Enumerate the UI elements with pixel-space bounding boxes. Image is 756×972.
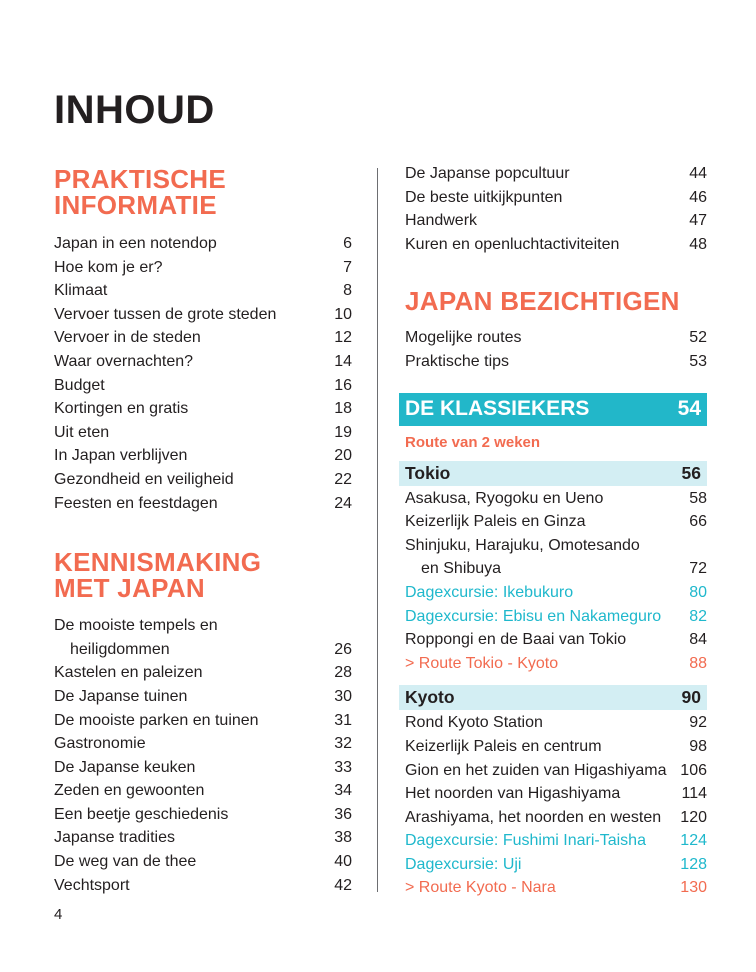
toc-entry-page: 58 [689,489,707,507]
toc-entry [399,487,707,511]
toc-entry [399,782,707,806]
toc-entry-page: 12 [334,329,352,347]
toc-entry [54,350,352,374]
toc-entry-label: De Japanse popcultuur [405,165,570,182]
toc-entry-page: 82 [689,607,707,625]
toc-entry [54,468,352,492]
section-heading-bezichtigen: JAPAN BEZICHTIGEN [405,286,680,317]
toc-entry-page: 36 [334,805,352,823]
toc-entry [399,652,707,676]
toc-entry-label: Praktische tips [405,352,510,370]
toc-entry-label: Vervoer tussen de grote steden [54,305,277,323]
toc-entry-page: 120 [680,808,707,826]
toc-entry [54,826,352,850]
toc-entry [54,732,352,756]
toc-entry [399,326,707,350]
toc-entry-page: 32 [334,735,352,753]
toc-entry-page: 52 [689,329,707,347]
toc-entry [54,303,352,327]
toc-list-bezichtigen [399,326,707,373]
toc-entry-label: Vechtsport [54,876,130,894]
page-title: INHOUD [54,88,215,132]
toc-entry-page: 24 [334,494,352,512]
toc-entry [399,581,707,605]
toc-entry-page: 22 [334,470,352,488]
toc-entry [54,709,352,733]
toc-entry [54,397,352,421]
toc-entry-label: De beste uitkijkpunten [405,188,563,206]
toc-left-column [54,166,352,897]
toc-list-kyoto [399,711,707,900]
toc-entry-label: Rond Kyoto Station [405,714,543,732]
toc-entry-page: 47 [689,212,707,230]
toc-entry [399,605,707,629]
toc-entry [399,853,707,877]
toc-entry-label: Asakusa, Ryogoku en Ueno [405,489,604,507]
city-bar-tokio [399,461,707,486]
toc-entry-label: In Japan verblijven [54,447,188,465]
toc-entry-label: Klimaat [54,282,108,300]
toc-entry-page: 40 [334,853,352,871]
toc-entry-page: 72 [689,560,707,578]
route-label: Route van 2 weken [405,433,541,451]
toc-entry [54,279,352,303]
toc-entry-page: 128 [680,855,707,873]
toc-entry-label: De mooiste tempels en [54,617,218,635]
page-number: 4 [54,906,63,923]
toc-entry [54,614,352,638]
toc-entry-page: 33 [334,758,352,776]
toc-entry-label: Dagexcursie: Uji [405,855,522,873]
heading-line: INFORMATIE [54,190,217,220]
toc-entry-page: 28 [334,664,352,682]
section-heading-praktische [54,166,352,218]
toc-entry-label: Japan in een notendop [54,235,217,252]
toc-entry-label: Dagexcursie: Fushimi Inari-Taisha [405,832,646,850]
toc-entry-label: Kortingen en gratis [54,400,189,418]
toc-entry-page: 38 [334,829,352,847]
toc-entry-label: De weg van de thee [54,853,197,871]
toc-entry-label: Roppongi en de Baai van Tokio [405,631,627,649]
toc-entry-page: 130 [680,879,707,897]
toc-entry-page: 34 [334,782,352,800]
toc-entry-label: Een beetje geschiedenis [54,805,229,823]
toc-entry [399,350,707,374]
toc-entry-label: Uit eten [54,423,110,441]
toc-entry [399,209,707,233]
toc-entry-page: 98 [689,737,707,755]
toc-entry-page: 16 [334,376,352,394]
toc-entry-label: heiligdommen [70,640,170,658]
toc-entry-page: 26 [334,640,352,658]
toc-entry-label: Keizerlijk Paleis en Ginza [405,513,586,531]
toc-entry-page: 46 [689,188,707,206]
toc-entry-label: Hoe kom je er? [54,258,163,276]
toc-entry-label: Feesten en feestdagen [54,494,218,512]
toc-entry-page: 124 [680,832,707,850]
toc-entry-page: 6 [343,235,352,252]
toc-entry-page: 7 [343,258,352,276]
toc-entry-page: 19 [334,423,352,441]
toc-entry [54,492,352,516]
toc-entry [54,374,352,398]
toc-entry-label: > Route Kyoto - Nara [405,879,556,897]
section-heading-kennismaking [54,547,352,604]
toc-entry [54,803,352,827]
toc-entry-label: Handwerk [405,212,478,230]
chapter-bar-klassiekers [399,393,707,426]
toc-list-continued [399,162,707,256]
toc-entry [399,233,707,257]
column-divider [377,168,378,892]
city-page: 90 [681,687,701,708]
toc-entry-label: Het noorden van Higashiyama [405,785,621,803]
toc-entry-page: 92 [689,714,707,732]
toc-entry-page: 42 [334,876,352,894]
toc-entry-label: Arashiyama, het noorden en westen [405,808,662,826]
toc-entry-page: 66 [689,513,707,531]
toc-entry-label: Gion en het zuiden van Higashiyama [405,761,667,779]
toc-entry [54,756,352,780]
toc-entry-label: Dagexcursie: Ikebukuro [405,583,574,601]
toc-entry [54,661,352,685]
toc-entry-page: 44 [689,165,707,182]
toc-entry-label: Japanse tradities [54,829,175,847]
toc-entry [399,534,707,558]
toc-list-kennismaking [54,614,352,897]
toc-entry [399,628,707,652]
toc-entry-label: Gezondheid en veiligheid [54,470,234,488]
toc-entry-page: 20 [334,447,352,465]
toc-entry-label: De Japanse tuinen [54,687,188,705]
toc-entry [54,874,352,898]
heading-line: PRAKTISCHE [54,164,227,194]
toc-entry-label: Vervoer in de steden [54,329,201,347]
toc-entry [54,326,352,350]
toc-entry [399,186,707,210]
city-label: Tokio [405,462,451,483]
toc-entry-label: De Japanse keuken [54,758,196,776]
toc-entry [54,638,352,662]
toc-entry-label: Gastronomie [54,735,146,753]
toc-entry [399,711,707,735]
toc-entry-label: Dagexcursie: Ebisu en Nakameguro [405,607,662,625]
toc-entry-label: > Route Tokio - Kyoto [405,654,559,672]
heading-line: MET JAPAN [54,573,206,604]
toc-entry-label: Kastelen en paleizen [54,664,203,682]
toc-entry [399,876,707,900]
toc-entry-label: Keizerlijk Paleis en centrum [405,737,602,755]
toc-entry [399,759,707,783]
toc-entry-label: De mooiste parken en tuinen [54,711,259,729]
toc-entry [399,829,707,853]
toc-entry [399,557,707,581]
toc-entry-page: 114 [681,785,707,803]
toc-entry-page: 31 [334,711,352,729]
toc-entry-page: 48 [689,235,707,253]
toc-entry-label: Budget [54,376,105,394]
toc-list-tokio [399,487,707,676]
toc-entry-label: Mogelijke routes [405,329,522,347]
toc-list-praktische-informatie [54,232,352,515]
toc-entry [399,735,707,759]
toc-entry-page: 30 [334,687,352,705]
toc-entry [54,232,352,256]
toc-entry [399,806,707,830]
toc-entry-label: Waar overnachten? [54,352,194,370]
toc-entry [54,850,352,874]
toc-entry-label: en Shibuya [421,560,502,578]
toc-entry-page: 84 [689,631,707,649]
toc-entry-page: 8 [343,282,352,300]
chapter-label: DE KLASSIEKERS [405,397,590,421]
toc-entry-page: 106 [680,761,707,779]
toc-entry-page: 10 [334,305,352,323]
toc-entry [54,444,352,468]
toc-entry-page: 14 [334,352,352,370]
toc-entry-label: Zeden en gewoonten [54,782,205,800]
city-label: Kyoto [405,687,455,708]
toc-entry [399,510,707,534]
toc-entry-page: 80 [689,583,707,601]
heading-line: KENNISMAKING [54,547,262,578]
toc-right-column [399,162,707,900]
city-bar-kyoto [399,685,707,710]
toc-entry-page: 18 [334,400,352,418]
toc-entry [54,685,352,709]
chapter-page: 54 [677,397,701,421]
toc-entry [54,779,352,803]
city-page: 56 [681,462,701,483]
toc-entry-label: Kuren en openluchtactiviteiten [405,235,620,253]
toc-entry-page: 53 [689,352,707,370]
toc-entry [54,256,352,280]
toc-entry [399,162,707,186]
toc-entry-page: 88 [689,654,707,672]
toc-entry-label: Shinjuku, Harajuku, Omotesando [405,536,640,554]
toc-entry [54,421,352,445]
